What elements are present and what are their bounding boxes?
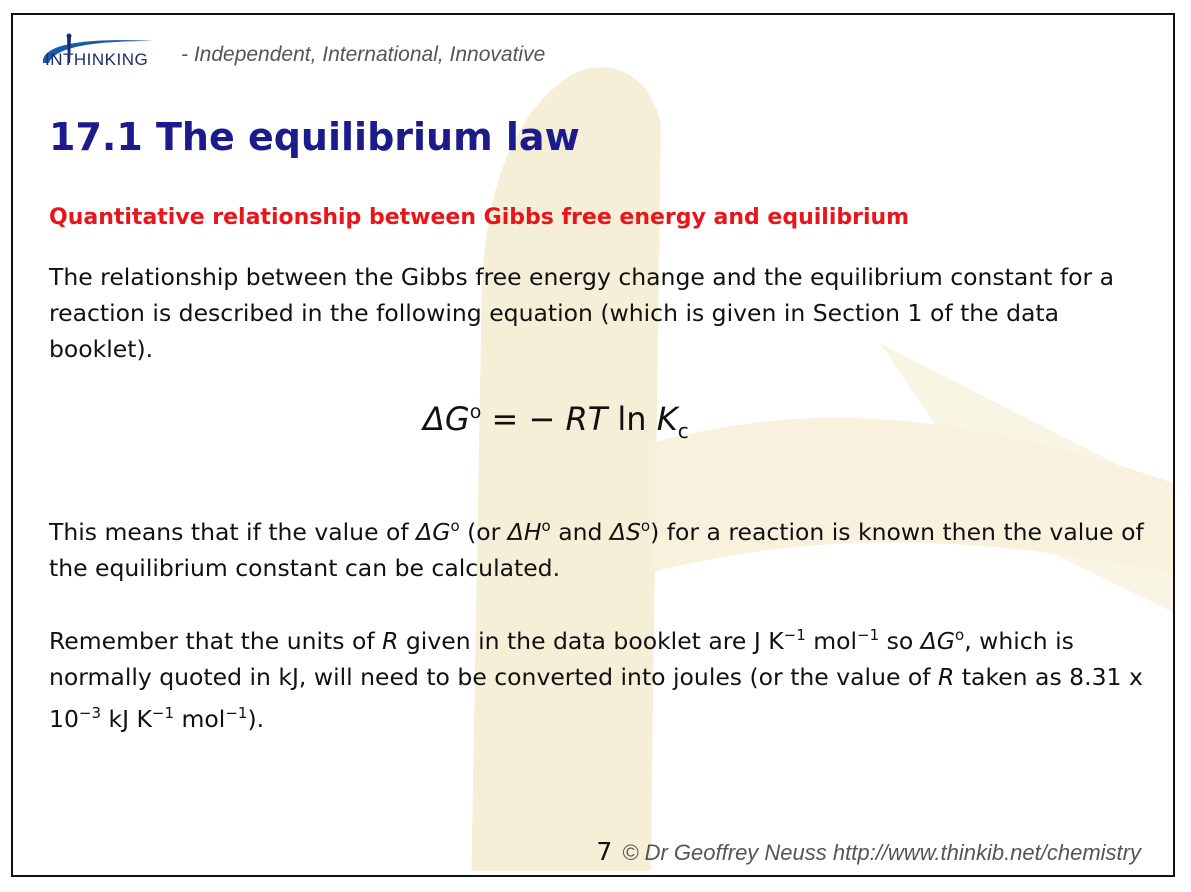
symbol-r: R [938,663,955,691]
slide-header [33,31,545,71]
text-run: , which is normally quoted in kJ, will need to be converted into joules (or the value of [49,627,1074,691]
text-run: ) for a reaction is known then the value of the equilibrium constant can be calculated. [49,518,1144,582]
sup-standard: o [955,626,965,644]
eq-k-sub: c [677,419,689,443]
text-run: ). [247,705,265,733]
tagline: - Independent, International, Innovative [181,43,546,66]
sup-standard: o [541,517,551,535]
inthinking-logo [33,33,175,69]
paragraph-units [49,617,1149,737]
eq-delta-g: ΔG [423,400,470,438]
text-run: mol [805,627,858,655]
text-run: given in the data booklet are J K [398,627,784,655]
sup-exponent: −1 [225,704,248,722]
gibbs-equation [423,400,689,443]
sup-exponent: −3 [78,704,102,722]
watermark-blade [471,67,660,871]
page-number: 7 [596,837,613,866]
sup-standard: o [640,517,651,535]
sup-exponent: −1 [857,626,880,644]
symbol-delta-h: ΔH [507,518,542,546]
slide-title: 17.1 The equilibrium law [49,115,580,159]
sup-exponent: −1 [783,626,806,644]
eq-operator: = − [481,400,566,438]
text-run: taken as 8.31 x 10 [49,663,1143,733]
text-run: This means that if the value of [49,518,417,546]
text-run: kJ K [101,705,152,733]
paragraph-meaning [49,508,1149,586]
eq-standard-sup: o [469,401,482,423]
paragraph-intro: The relationship between the Gibbs free energy change and the equilibrium constant for a reaction is described in the following equation (which is given in Section 1 of the data booklet). [49,263,1115,363]
sup-standard: o [450,517,460,535]
text-run: Remember that the units of [49,627,383,655]
symbol-delta-s: ΔS [609,518,641,546]
eq-k: K [656,400,678,438]
symbol-delta-g: ΔG [920,627,956,655]
slide-frame [11,13,1175,877]
text-run: so [879,627,921,655]
slide-footer [596,837,1141,866]
text-run: (or [459,518,508,546]
eq-rt: RT [565,400,608,438]
symbol-delta-g: ΔG [416,518,451,546]
text-run: mol [174,705,226,733]
sup-exponent: −1 [151,704,175,722]
logo-figure-head-icon [67,34,72,39]
logo-text: INTHINKING [45,50,149,69]
text-run: and [550,518,610,546]
slide-subtitle: Quantitative relationship between Gibbs free energy and equilibrium [49,205,910,230]
symbol-r: R [382,627,399,655]
eq-ln: ln [607,400,657,438]
copyright-notice: © Dr Geoffrey Neuss http://www.thinkib.net/chemistry [622,840,1141,865]
